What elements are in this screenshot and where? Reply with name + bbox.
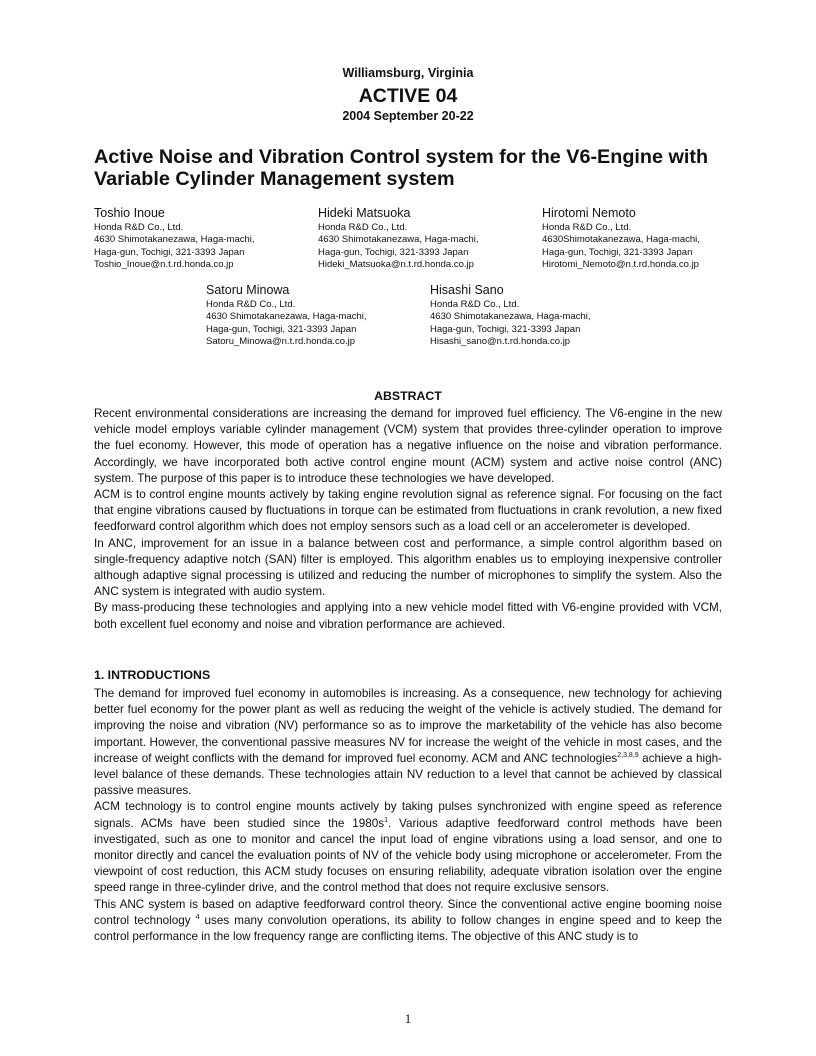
author-block (430, 284, 591, 348)
page-number: 1 (404, 1011, 412, 1026)
author-affiliation: Honda R&D Co., Ltd. (206, 299, 296, 311)
author-name: Hideki Matsuoka (318, 206, 411, 220)
author-affiliation: Honda R&D Co., Ltd. (94, 222, 184, 234)
citation-ref: 2,3,8,9 (617, 751, 639, 759)
author-block (318, 207, 479, 271)
conference-name: ACTIVE 04 (358, 85, 458, 107)
author-address: Haga-gun, Tochigi, 321-3393 Japan (542, 246, 693, 258)
abstract-paragraph: By mass-producing these technologies and applying into a new vehicle model fitted with V6-engine provided with VCM, both excellent fuel economy and noise and vibration performance are achieved. (94, 601, 722, 631)
author-name: Hisashi Sano (430, 283, 504, 297)
abstract-paragraph: In ANC, improvement for an issue in a balance between cost and performance, a simple control algorithm based on single-frequency adaptive notch (SAN) filter is employed. This algorithm enables us to employing inexpensive controller although adaptive signal processing is utilized and reducing the number of microphones to simplify the system. Also the ANC system is integrated with audio system. (94, 536, 722, 599)
author-address: Haga-gun, Tochigi, 321-3393 Japan (318, 246, 469, 258)
paragraph-text: ACM technology is to control engine mounts actively by taking pulses synchronized with engine speed as reference signals. ACMs have been studied since the 1980s (94, 800, 722, 830)
introduction-heading: 1. INTRODUCTIONS (94, 668, 211, 682)
author-email: Hideki_Matsuoka@n.t.rd.honda.co.jp (318, 258, 474, 270)
author-email: Hisashi_sano@n.t.rd.honda.co.jp (430, 335, 571, 347)
author-email: Hirotomi_Nemoto@n.t.rd.honda.co.jp (542, 258, 699, 270)
author-address: 4630Shimotakanezawa, Haga-machi, (542, 234, 700, 246)
abstract-body (94, 406, 722, 633)
author-name: Satoru Minowa (206, 283, 290, 297)
author-address: 4630 Shimotakanezawa, Haga-machi, (94, 234, 255, 246)
author-block (94, 207, 255, 271)
author-address: 4630 Shimotakanezawa, Haga-machi, (318, 234, 479, 246)
introduction-paragraph (94, 897, 722, 946)
paragraph-text: The demand for improved fuel economy in automobiles is increasing. As a consequence, new technology for achieving better fuel economy for the power plant as well as reducing the weight of the vehicle is actively studied. The demand for improving the noise and vibration (NV) performance so as to improve the marketability of the vehicle has also become important. However, the conventional passive measures NV for increase the weight of the vehicle in most cases, and the increase of weight conflicts with the demand for improved fuel economy. ACM and ANC technologies (94, 687, 722, 765)
citation-ref: 1 (384, 816, 388, 824)
abstract-paragraph: Recent environmental considerations are increasing the demand for improved fuel efficiency. The V6-engine in the new vehicle model employs variable cylinder management (VCM) system that provides three-cylinder operation to improve the fuel economy. However, this mode of operation has a negative influence on the noise and vibration performance. Accordingly, we have incorporated both active control engine mount (ACM) system and active noise control (ANC) system. The purpose of this paper is to introduce these technologies we have developed. (94, 407, 722, 485)
citation-ref: 4 (195, 913, 200, 921)
conference-place: Williamsburg, Virginia (342, 66, 474, 80)
paragraph-text: . Various adaptive feedforward control methods have been investigated, such as one to monitor and cancel the input load of engine vibrations using a load sensor, and one to monitor directly and cancel the evaluation points of NV of the vehicle body using microphone or accelerometer. From the viewpoint of cost reduction, this ACM study focuses on ensuring reliability, adequate vibration isolation over the engine speed range in three-cylinder drive, and the control method that does not require exclusive sensors. (94, 816, 722, 895)
paragraph-text: This ANC system is based on adaptive feedforward control theory. Since the conventional active engine booming noise control technology (94, 897, 722, 927)
abstract-heading: ABSTRACT (374, 389, 442, 403)
conference-date: 2004 September 20-22 (342, 109, 474, 123)
author-email: Satoru_Minowa@n.t.rd.honda.co.jp (206, 335, 356, 347)
author-email: Toshio_Inoue@n.t.rd.honda.co.jp (94, 258, 234, 270)
author-address: Haga-gun, Tochigi, 321-3393 Japan (430, 323, 581, 335)
author-address: 4630 Shimotakanezawa, Haga-machi, (430, 311, 591, 323)
paragraph-text: achieve a high-level balance of these demands. These technologies attain NV reduction to a level that cannot be achieved by classical passive measures. (94, 751, 722, 798)
author-address: Haga-gun, Tochigi, 321-3393 Japan (206, 323, 357, 335)
introduction-paragraph (94, 686, 722, 799)
introduction-paragraph (94, 799, 722, 896)
author-address: 4630 Shimotakanezawa, Haga-machi, (206, 311, 367, 323)
author-name: Hirotomi Nemoto (542, 206, 636, 220)
paper-title: Active Noise and Vibration Control system for the V6-Engine with Variable Cylinder Management system (94, 146, 709, 190)
author-block (542, 207, 700, 271)
author-name: Toshio Inoue (94, 206, 165, 220)
paragraph-text: uses many convolution operations, its ability to follow changes in engine speed and to keep the control performance in the low frequency range are conflicting items. The objective of this ANC study is to (94, 913, 723, 944)
abstract-paragraph: ACM is to control engine mounts actively by taking engine revolution signal as reference signal. For focusing on the fact that engine vibrations caused by fluctuations in torque can be estimated from fluctuations in crank revolution, a new fixed feedforward control algorithm which does not employ sensors such as a load cell or an accelerometer is developed. (94, 488, 722, 534)
author-address: Haga-gun, Tochigi, 321-3393 Japan (94, 246, 245, 258)
author-block (206, 284, 367, 348)
introduction-body (94, 686, 722, 945)
author-affiliation: Honda R&D Co., Ltd. (318, 222, 408, 234)
author-affiliation: Honda R&D Co., Ltd. (430, 299, 520, 311)
author-affiliation: Honda R&D Co., Ltd. (542, 222, 632, 234)
